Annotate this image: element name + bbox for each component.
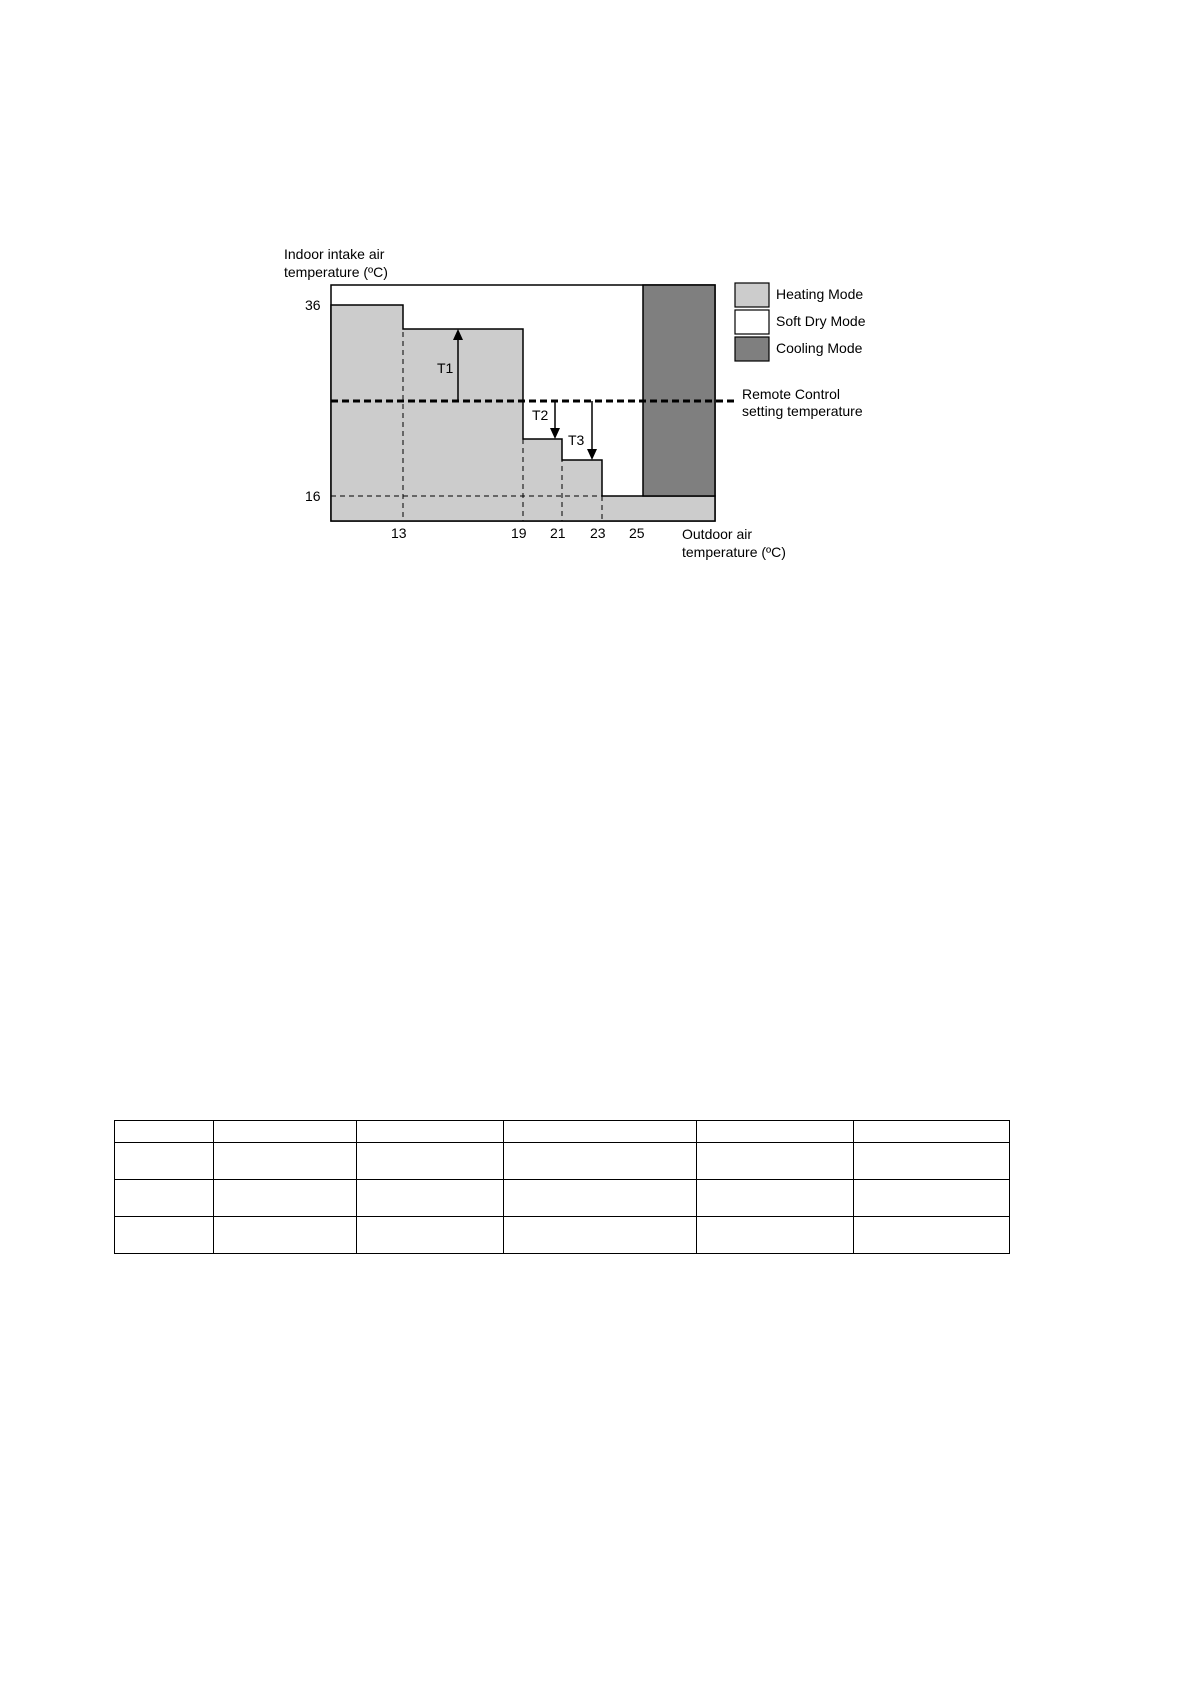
empty-table: [114, 1120, 1010, 1254]
table-cell: [214, 1217, 357, 1254]
table-cell: [214, 1180, 357, 1217]
table-row: [115, 1217, 1010, 1254]
y-axis-label-line1: Indoor intake air: [284, 246, 385, 262]
table-row: [115, 1143, 1010, 1180]
legend-label-heating: Heating Mode: [776, 286, 864, 302]
x-tick-25: 25: [629, 525, 645, 541]
table-cell: [697, 1180, 854, 1217]
table-cell: [214, 1121, 357, 1143]
y-tick-36: 36: [305, 297, 321, 313]
mode-diagram: [0, 0, 1190, 600]
x-axis-label-line2: temperature (ºC): [682, 544, 786, 560]
table-cell: [115, 1217, 214, 1254]
step-label-t1: T1: [437, 360, 454, 376]
table-cell: [854, 1217, 1010, 1254]
table-row: [115, 1121, 1010, 1143]
x-tick-19: 19: [511, 525, 527, 541]
legend-label-cooling: Cooling Mode: [776, 340, 863, 356]
legend-swatch-heating: [735, 283, 769, 307]
table-cell: [115, 1143, 214, 1180]
cooling-region: [643, 285, 715, 496]
table-cell: [504, 1217, 697, 1254]
step-label-t2: T2: [532, 407, 549, 423]
table-cell: [697, 1217, 854, 1254]
table-cell: [854, 1121, 1010, 1143]
x-axis-label-line1: Outdoor air: [682, 526, 753, 542]
table-cell: [115, 1121, 214, 1143]
x-tick-21: 21: [550, 525, 566, 541]
table-cell: [214, 1143, 357, 1180]
table-cell: [504, 1180, 697, 1217]
table-cell: [504, 1121, 697, 1143]
legend-swatch-cooling: [735, 337, 769, 361]
table-cell: [697, 1121, 854, 1143]
table-row: [115, 1180, 1010, 1217]
step-label-t3: T3: [568, 432, 585, 448]
table-cell: [357, 1121, 504, 1143]
table-cell: [504, 1143, 697, 1180]
table-cell: [357, 1143, 504, 1180]
setpoint-label-line2: setting temperature: [742, 403, 863, 419]
table-cell: [697, 1143, 854, 1180]
table-cell: [357, 1217, 504, 1254]
table-cell: [854, 1143, 1010, 1180]
x-tick-23: 23: [590, 525, 606, 541]
y-tick-16: 16: [305, 488, 321, 504]
table-cell: [357, 1180, 504, 1217]
setpoint-label-line1: Remote Control: [742, 386, 841, 402]
x-tick-13: 13: [391, 525, 407, 541]
y-axis-label-line2: temperature (ºC): [284, 264, 388, 280]
table-cell: [854, 1180, 1010, 1217]
legend-swatch-soft-dry: [735, 310, 769, 334]
legend: [735, 283, 866, 361]
table-cell: [115, 1180, 214, 1217]
legend-label-soft-dry: Soft Dry Mode: [776, 313, 866, 329]
